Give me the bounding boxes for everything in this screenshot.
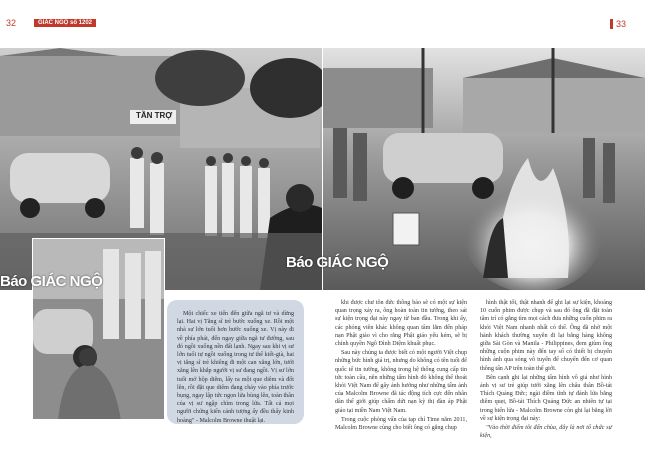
magazine-brand-label: GIÁC NGỘ số 1202	[34, 19, 96, 27]
watermark-right: Báo GIÁC NGỘ	[286, 254, 389, 271]
caption-text: Một chiếc xe tiến đến giữa ngã tư và dừng lại. Hai vị Tăng sĩ trẻ bước xuống xe. Rồi một nhà sư lớn tuổi hơn bước xuống xe. Vị này đi về phía phát, đến ngay giữa ngã tư đường, sau đó ngồi xuống nền đất lạnh. Ngay sau khi vị sư lớn tuổi tự ngồi xuống trong tư thế kiết-già, hai vị tăng sĩ trẻ khiêng đi một can xăng lớn, tưới xăng lên khắp người vị sư đang ngồi. Vị sư lớn tuổi mở hộp diêm, lấy ra một que diêm và đốt lên, rồi đặt que diêm đang cháy vào phía trước bụng, ngay lập tức ngọn lửa bùng lên, toàn thân của vị sư ngập chìm trong lửa. Tất cả mọi người chứng kiến cảnh tượng ấy đều thấy kinh hoàng" - Malcolm Browne thuật lại.	[177, 311, 294, 424]
seated-monk-inset-photo	[32, 238, 165, 420]
article-paragraph: hình thật tốt, thật nhanh để ghi lại sự kiện, khoảng 10 cuốn phim được chụp và sau đó ông đã đặt toàn tâm trí có gắng tìm mọi cách đưa những cuốn phim ra khỏi Việt Nam nhanh nhất có thể. Ông đã nhờ một hành khách thường xuyên đi lại bằng hàng không giữa Sài Gòn và Manila - Philippines, đem giùm ông những cuộn phim này đến tay số có thiết bị chuyển hình ảnh qua sóng vô tuyến để chuyển đến cơ quan thông tấn AP trên toàn thế giới.	[480, 300, 612, 372]
right-page-number: 33	[616, 19, 627, 29]
article-paragraph: Trong cuộc phỏng vấn của tạp chí Time năm 2011, Malcolm Browne cùng cho biết ông có gắng chụp	[335, 416, 467, 432]
article-column-1	[335, 299, 467, 439]
header-accent-bar	[610, 19, 613, 29]
article-paragraph: khi được chư tôn đức thông báo sẽ có một sự kiện quan trọng xảy ra, ông hoàn toàn tin tưởng, theo sát sự kiện trọng đại này ngay từ ban đầu. Trong khi ấy, các phóng viên khác không quan tâm lắm đến pháp nạn Phật giáo vì cho rằng Phật giáo yếu kém, sẽ bị chính quyền Ngô Đình Diệm khuất phục.	[335, 300, 467, 348]
watermark-left: Báo GIÁC NGỘ	[0, 273, 103, 290]
article-paragraph: Bên cạnh ghi lại những tấm hình vô giá như hình ảnh vị sư trẻ giúp tưới xăng lên châu thân Bồ-tát Thích Quảng Đức; ngài điềm tĩnh tự đánh lửa bằng diêm quẹt, Bồ-tát Thích Quảng Đức an nhiên tự tại trong biển lửa - Malcolm Browne còn ghi lại bằng lời về sự kiện trọng đại này:	[480, 374, 612, 422]
article-paragraph: Sau này chúng ta được biết có một người Việt chụp những bức hình giá trị, nhưng do không có tên tuổi để quốc tế tin tưởng, không trong hệ thống cung cấp tin tức toàn cầu, nên những tấm hình đó không thể thoát khỏi Việt Nam để gây ảnh hưởng như những tấm ảnh của Malcolm Browne đã tác động tích cực đến nhân dân thế giới giúp chấm dứt nạn kỳ thị đàn áp Phật giáo tại miền Nam Việt Nam.	[335, 350, 467, 414]
article-column-2	[480, 299, 612, 439]
photo-caption-box	[167, 300, 304, 424]
shop-sign: TẦN TRỢ	[136, 111, 173, 120]
seated-monk-illustration	[33, 239, 165, 420]
left-page-number: 32	[6, 18, 17, 28]
article-paragraph: "Vào thời điểm tôi đến chùa, đây là nơi tổ chức sự kiện,	[480, 425, 612, 440]
